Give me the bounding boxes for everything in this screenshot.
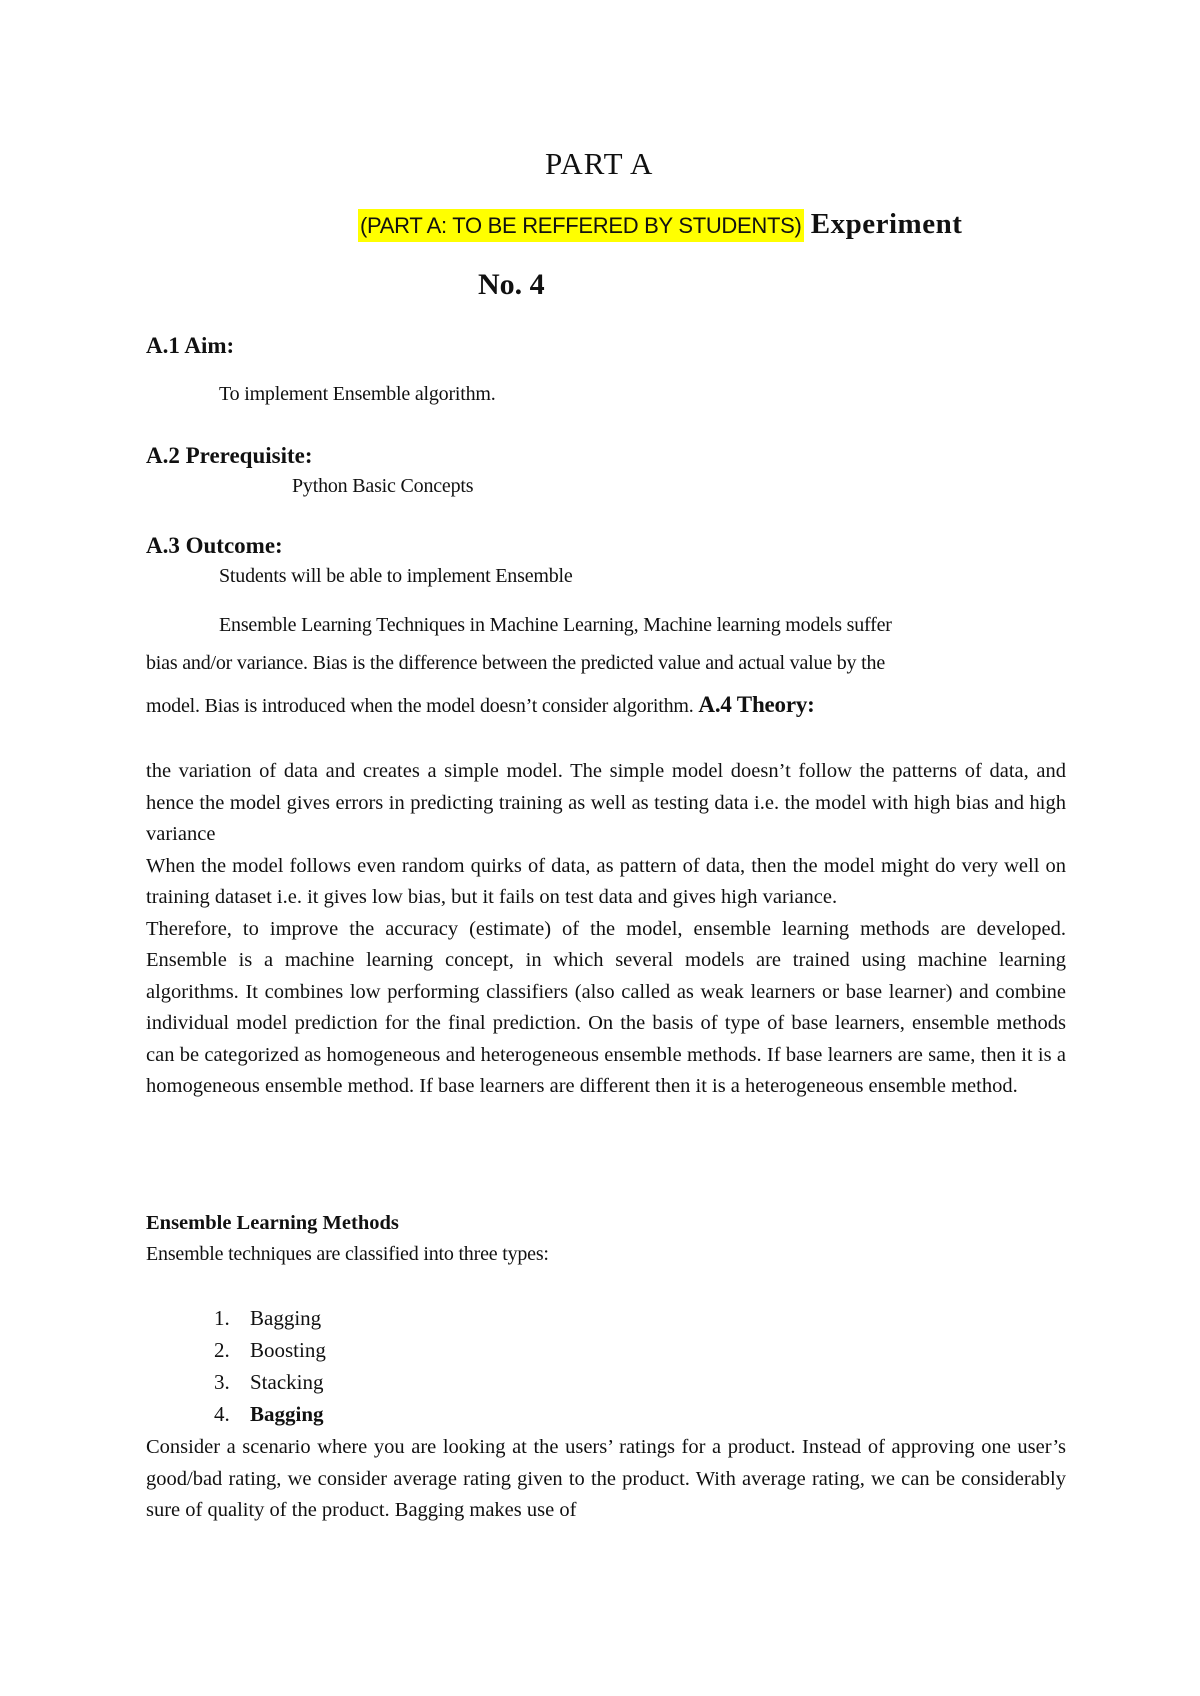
experiment-label: Experiment xyxy=(810,208,963,240)
theory-paragraph-1: the variation of data and creates a simple model. The simple model doesn’t follow the patterns of data, and hence the model gives errors in predicting training as well as testing data i.e. the model with high bias and high variance xyxy=(146,760,1066,845)
highlighted-instruction: (PART A: TO BE REFFERED BY STUDENTS) xyxy=(358,209,804,242)
intro-line-2: bias and/or variance. Bias is the difference between the predicted value and actual value by the xyxy=(146,652,885,674)
intro-line-3 xyxy=(146,692,815,718)
outcome-heading: A.3 Outcome: xyxy=(146,533,283,558)
list-item xyxy=(214,1366,326,1398)
list-item xyxy=(214,1398,326,1430)
part-title: PART A xyxy=(545,146,654,181)
list-item xyxy=(214,1302,326,1334)
list-label: Bagging xyxy=(250,1402,324,1426)
list-label: Bagging xyxy=(250,1306,322,1330)
bagging-paragraph xyxy=(146,1432,1066,1527)
list-number: 4. xyxy=(214,1402,230,1426)
outcome-text: Students will be able to implement Ensemble xyxy=(219,565,573,587)
aim-heading: A.1 Aim: xyxy=(146,333,235,358)
theory-paragraph-2: When the model follows even random quirks of data, as pattern of data, then the model might do very well on training dataset i.e. it gives low bias, but it fails on test data and gives high variance. xyxy=(146,854,1066,908)
list-number: 3. xyxy=(214,1370,230,1394)
methods-list xyxy=(214,1302,326,1430)
methods-heading: Ensemble Learning Methods xyxy=(146,1212,399,1234)
theory-body xyxy=(146,756,1066,1103)
bagging-text: Consider a scenario where you are looking at the users’ ratings for a product. Instead of approving one user’s good/bad rating, we consider average rating given to the product. With average rating, we can be considerably sure of quality of the product. Bagging makes use of xyxy=(146,1436,1066,1521)
methods-intro: Ensemble techniques are classified into three types: xyxy=(146,1243,549,1265)
subtitle-line xyxy=(358,208,962,241)
list-item xyxy=(214,1334,326,1366)
theory-heading: A.4 Theory: xyxy=(698,692,815,717)
prerequisite-heading: A.2 Prerequisite: xyxy=(146,443,313,468)
list-number: 2. xyxy=(214,1338,230,1362)
list-label: Boosting xyxy=(250,1338,326,1362)
intro-line-3-text: model. Bias is introduced when the model doesn’t consider algorithm. xyxy=(146,695,694,717)
list-label: Stacking xyxy=(250,1370,324,1394)
prerequisite-text: Python Basic Concepts xyxy=(292,475,474,497)
theory-paragraph-3: Therefore, to improve the accuracy (estimate) of the model, ensemble learning methods are developed. Ensemble is a machine learning concept, in which several models are trained using machine learning algorithms. It combines low performing classifiers (also called as weak learners or base learner) and combine individual model prediction for the final prediction. On the basis of type of base learners, ensemble methods can be categorized as homogeneous and heterogeneous ensemble methods. If base learners are same, then it is a homogeneous ensemble method. If base learners are different then it is a heterogeneous ensemble method. xyxy=(146,917,1066,1097)
experiment-number: No. 4 xyxy=(478,268,545,301)
list-number: 1. xyxy=(214,1306,230,1330)
intro-line-1: Ensemble Learning Techniques in Machine Learning, Machine learning models suffer xyxy=(219,614,892,636)
aim-text: To implement Ensemble algorithm. xyxy=(219,383,496,405)
